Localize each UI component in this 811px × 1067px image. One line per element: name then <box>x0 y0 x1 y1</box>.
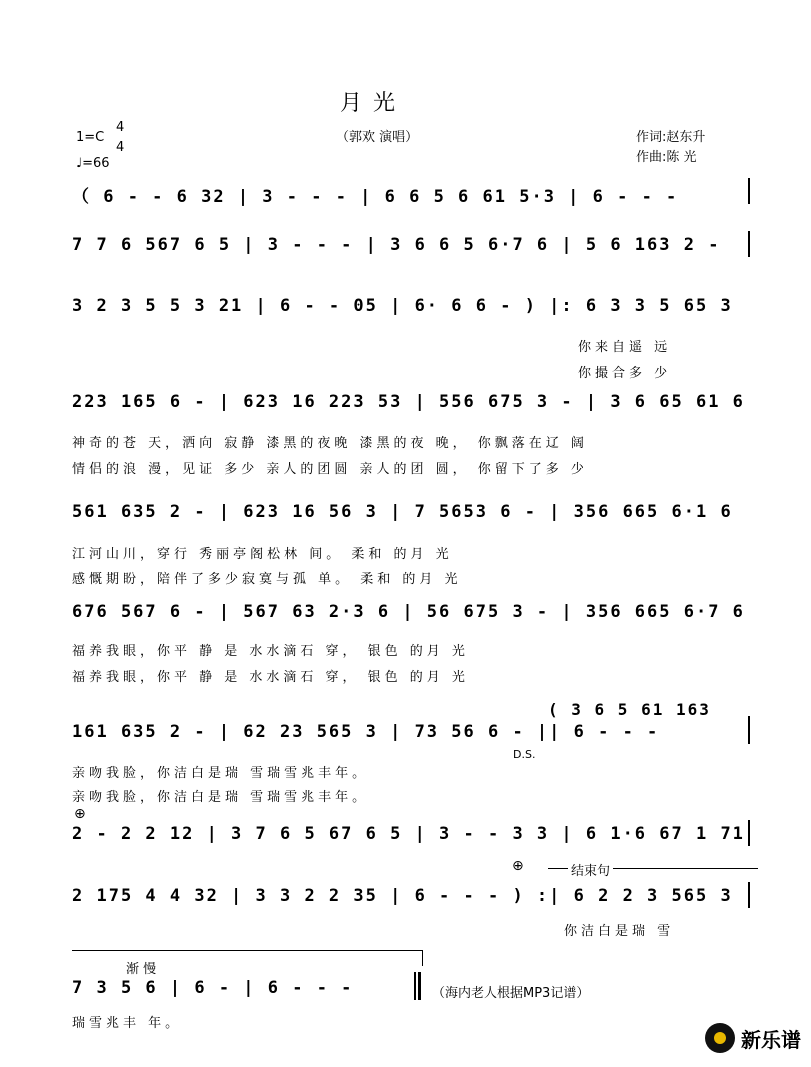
barline <box>748 882 750 908</box>
ritardando-mark: 渐 慢 <box>126 962 157 977</box>
score-line-3: 3 2 3 5 5 3 21 | 6 - - 05 | 6· 6 6 - ) |: 6 3 3 5 65 3 <box>72 296 733 316</box>
song-title: 月 光 <box>340 91 397 116</box>
score-line-9: 2 175 4 4 32 | 3 3 2 2 35 | 6 - - - ) :| 6 2 2 3 565 3 <box>72 886 733 906</box>
music-disc-icon <box>705 1023 735 1053</box>
lyrics-7b: 亲吻我脸，你洁白是瑞 雪瑞雪兆丰年。 <box>72 790 370 805</box>
transcription-note: （海内老人根据MP3记谱） <box>432 986 590 1001</box>
lyrics-6a: 福养我眼，你平 静 是 水水滴石 穿， 银色 的月 光 <box>72 644 469 659</box>
score-line-2: 7 7 6 567 6 5 | 3 - - - | 3 6 6 5 6·7 6 | 5 6 163 2 - <box>72 235 721 255</box>
brand-text: 新乐谱 <box>741 1027 801 1052</box>
lyrics-9: 你洁白是瑞 雪 <box>564 924 675 939</box>
lyrics-3a: 你来自遥 远 <box>578 340 672 355</box>
dal-segno-mark: D.S. <box>513 748 536 761</box>
lyrics-4b: 情侣的浪 漫，见证 多少 亲人的团圆 亲人的团 圆， 你留下了多 少 <box>72 462 588 477</box>
ending-bracket-end <box>422 950 423 966</box>
score-line-1: （ 6 - - 6 32 | 3 - - - | 6 6 5 6 61 5·3 | 6 - - - <box>72 187 679 207</box>
score-line-8: 2 - 2 2 12 | 3 7 6 5 67 6 5 | 3 - - 3 3 | 6 1·6 67 1 71 <box>72 824 745 844</box>
coda-sign-icon: ⊕ <box>512 858 524 874</box>
tempo-mark: ♩=66 <box>76 156 110 171</box>
lyrics-4a: 神奇的苍 天，洒向 寂静 漆黑的夜晚 漆黑的夜 晚， 你飘落在辽 阔 <box>72 436 588 451</box>
coda-sign-icon: ⊕ <box>74 806 86 822</box>
score-line-10: 7 3 5 6 | 6 - | 6 - - - <box>72 978 354 998</box>
key-signature: 1=C <box>76 130 105 145</box>
lyrics-6b: 福养我眼，你平 静 是 水水滴石 穿， 银色 的月 光 <box>72 670 469 685</box>
lyrics-3b: 你撮合多 少 <box>578 366 672 381</box>
score-line-6: 676 567 6 - | 567 63 2·3 6 | 56 675 3 - | 356 665 6·7 6 <box>72 602 745 622</box>
lyrics-5a: 江河山川，穿行 秀丽亭阁松林 间。 柔和 的月 光 <box>72 547 453 562</box>
time-signature-top: 4 <box>116 120 125 135</box>
singer-credit: （郭欢 演唱） <box>336 130 419 145</box>
score-line-7: 161 635 2 - | 62 23 565 3 | 73 56 6 - || 6 - - - <box>72 722 660 742</box>
barline <box>748 178 750 204</box>
final-barline-thick <box>418 972 421 1000</box>
score-line-5: 561 635 2 - | 623 16 56 3 | 7 5653 6 - | 356 665 6·1 6 <box>72 502 733 522</box>
brand-logo <box>705 1023 801 1053</box>
composer-credit: 作曲:陈 光 <box>636 150 697 165</box>
tempo-value: =66 <box>82 156 110 171</box>
barline <box>748 820 750 846</box>
lyrics-5b: 感慨期盼，陪伴了多少寂寞与孤 单。 柔和 的月 光 <box>72 572 462 587</box>
final-barline <box>414 972 416 1000</box>
ending-bracket-line <box>72 950 422 951</box>
barline <box>748 716 750 744</box>
lyricist-credit: 作词:赵东升 <box>636 130 706 145</box>
time-signature-bottom: 4 <box>116 140 125 155</box>
lyrics-7a: 亲吻我脸，你洁白是瑞 雪瑞雪兆丰年。 <box>72 766 370 781</box>
lyrics-10: 瑞雪兆丰 年。 <box>72 1016 183 1031</box>
score-line-7-intro: ( 3 6 5 61 163 <box>548 700 711 719</box>
barline <box>748 231 750 257</box>
ending-label: 结束句 <box>568 860 613 879</box>
score-line-4: 223 165 6 - | 623 16 223 53 | 556 675 3 - | 3 6 65 61 6 <box>72 392 745 412</box>
